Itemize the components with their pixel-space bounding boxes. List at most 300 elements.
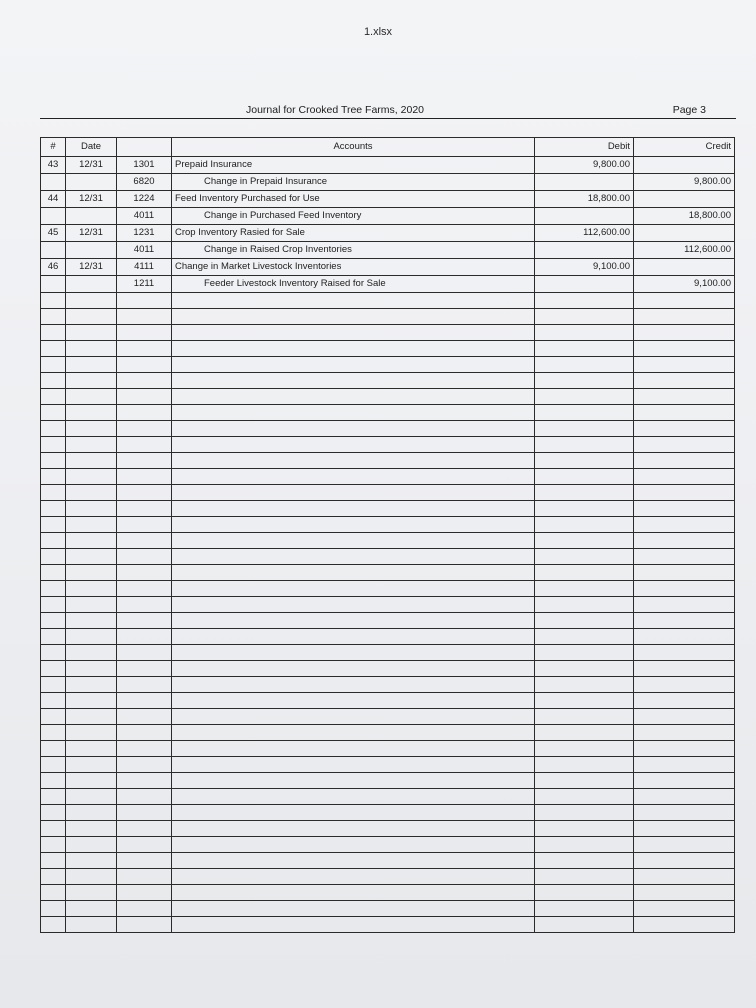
- empty-ledger-row: [41, 661, 735, 677]
- credit-amount: [634, 309, 735, 325]
- account-description: [172, 853, 535, 869]
- table-row: [41, 225, 735, 242]
- entry-date: [66, 661, 117, 677]
- entry-number: [41, 437, 66, 453]
- credit-amount: [634, 661, 735, 677]
- entry-number: [41, 629, 66, 645]
- entry-number: [41, 597, 66, 613]
- account-number: [117, 309, 172, 325]
- debit-amount: [535, 709, 634, 725]
- account-number: [117, 437, 172, 453]
- account-number: [117, 901, 172, 917]
- account-description: Prepaid Insurance: [172, 157, 535, 174]
- empty-ledger-row: [41, 853, 735, 869]
- credit-amount: [634, 581, 735, 597]
- credit-amount: [634, 741, 735, 757]
- entry-number: [41, 773, 66, 789]
- entry-number: 46: [41, 259, 66, 276]
- credit-amount: [634, 469, 735, 485]
- credit-amount: [634, 613, 735, 629]
- account-description: [172, 693, 535, 709]
- debit-amount: [535, 341, 634, 357]
- account-description: Feed Inventory Purchased for Use: [172, 191, 535, 208]
- account-description: Feeder Livestock Inventory Raised for Sale: [172, 276, 535, 293]
- debit-amount: [535, 437, 634, 453]
- account-number: [117, 853, 172, 869]
- entry-number: [41, 709, 66, 725]
- entry-number: [41, 501, 66, 517]
- credit-amount: [634, 259, 735, 276]
- account-description: [172, 341, 535, 357]
- debit-amount: [535, 549, 634, 565]
- account-description: [172, 357, 535, 373]
- account-description: [172, 821, 535, 837]
- account-description: [172, 469, 535, 485]
- account-description: [172, 885, 535, 901]
- empty-ledger-row: [41, 597, 735, 613]
- entry-number: [41, 533, 66, 549]
- entry-number: [41, 805, 66, 821]
- debit-amount: [535, 693, 634, 709]
- credit-amount: [634, 837, 735, 853]
- entry-number: [41, 325, 66, 341]
- empty-ledger-row: [41, 805, 735, 821]
- debit-amount: 18,800.00: [535, 191, 634, 208]
- debit-amount: [535, 293, 634, 309]
- page-number: Page 3: [672, 104, 706, 116]
- empty-ledger-row: [41, 453, 735, 469]
- credit-amount: 18,800.00: [634, 208, 735, 225]
- debit-amount: [535, 837, 634, 853]
- account-description: [172, 389, 535, 405]
- credit-amount: [634, 597, 735, 613]
- entry-date: [66, 597, 117, 613]
- entry-number: [41, 725, 66, 741]
- credit-amount: [634, 901, 735, 917]
- account-number: [117, 885, 172, 901]
- account-description: [172, 437, 535, 453]
- credit-amount: [634, 565, 735, 581]
- entry-date: 12/31: [66, 191, 117, 208]
- account-description: [172, 741, 535, 757]
- account-description: [172, 901, 535, 917]
- debit-amount: [535, 661, 634, 677]
- entry-number: [41, 276, 66, 293]
- empty-ledger-row: [41, 757, 735, 773]
- debit-amount: [535, 789, 634, 805]
- entry-date: [66, 821, 117, 837]
- account-number: [117, 581, 172, 597]
- entry-number: [41, 837, 66, 853]
- entry-date: [66, 853, 117, 869]
- table-row: [41, 276, 735, 293]
- entry-date: [66, 645, 117, 661]
- credit-amount: [634, 453, 735, 469]
- entry-date: 12/31: [66, 259, 117, 276]
- account-description: [172, 597, 535, 613]
- credit-amount: 9,800.00: [634, 174, 735, 191]
- credit-amount: [634, 373, 735, 389]
- account-description: [172, 837, 535, 853]
- debit-amount: 9,100.00: [535, 259, 634, 276]
- account-number: [117, 357, 172, 373]
- account-number: [117, 293, 172, 309]
- journal-ledger: [40, 137, 732, 933]
- empty-ledger-row: [41, 821, 735, 837]
- entry-date: [66, 869, 117, 885]
- credit-amount: [634, 341, 735, 357]
- entry-date: [66, 469, 117, 485]
- entry-number: [41, 293, 66, 309]
- entry-number: [41, 581, 66, 597]
- credit-amount: [634, 805, 735, 821]
- journal-table: [40, 137, 735, 933]
- entry-number: [41, 405, 66, 421]
- empty-ledger-row: [41, 341, 735, 357]
- debit-amount: [535, 597, 634, 613]
- debit-amount: [535, 565, 634, 581]
- account-number: [117, 869, 172, 885]
- credit-amount: 9,100.00: [634, 276, 735, 293]
- credit-amount: [634, 725, 735, 741]
- empty-ledger-row: [41, 405, 735, 421]
- header-date: Date: [66, 138, 117, 157]
- empty-ledger-row: [41, 917, 735, 933]
- entry-date: [66, 325, 117, 341]
- debit-amount: [535, 389, 634, 405]
- empty-ledger-row: [41, 645, 735, 661]
- entry-date: [66, 581, 117, 597]
- account-description: [172, 293, 535, 309]
- account-description: [172, 549, 535, 565]
- entry-number: [41, 469, 66, 485]
- debit-amount: [535, 174, 634, 191]
- empty-ledger-row: [41, 309, 735, 325]
- account-number: 4011: [117, 208, 172, 225]
- debit-amount: [535, 242, 634, 259]
- debit-amount: [535, 677, 634, 693]
- debit-amount: [535, 853, 634, 869]
- entry-date: [66, 485, 117, 501]
- entry-number: 43: [41, 157, 66, 174]
- credit-amount: [634, 773, 735, 789]
- entry-date: [66, 357, 117, 373]
- account-number: [117, 549, 172, 565]
- entry-number: [41, 677, 66, 693]
- account-number: [117, 757, 172, 773]
- table-row: [41, 191, 735, 208]
- entry-number: [41, 901, 66, 917]
- empty-ledger-row: [41, 741, 735, 757]
- credit-amount: [634, 293, 735, 309]
- entry-number: [41, 309, 66, 325]
- account-number: [117, 837, 172, 853]
- entry-number: [41, 208, 66, 225]
- account-description: [172, 789, 535, 805]
- empty-ledger-row: [41, 293, 735, 309]
- entry-number: [41, 917, 66, 933]
- entry-date: [66, 405, 117, 421]
- entry-number: [41, 741, 66, 757]
- empty-ledger-row: [41, 677, 735, 693]
- header-account-number: [117, 138, 172, 157]
- empty-ledger-row: [41, 581, 735, 597]
- credit-amount: [634, 645, 735, 661]
- credit-amount: [634, 917, 735, 933]
- entry-date: [66, 549, 117, 565]
- account-number: [117, 341, 172, 357]
- account-number: [117, 645, 172, 661]
- account-description: Crop Inventory Rasied for Sale: [172, 225, 535, 242]
- entry-date: [66, 389, 117, 405]
- account-number: [117, 533, 172, 549]
- entry-number: [41, 453, 66, 469]
- credit-amount: [634, 677, 735, 693]
- entry-number: [41, 757, 66, 773]
- credit-amount: [634, 517, 735, 533]
- entry-date: [66, 693, 117, 709]
- entry-date: 12/31: [66, 157, 117, 174]
- account-number: [117, 917, 172, 933]
- credit-amount: [634, 533, 735, 549]
- account-number: [117, 789, 172, 805]
- account-number: 1301: [117, 157, 172, 174]
- empty-ledger-row: [41, 485, 735, 501]
- entry-date: [66, 517, 117, 533]
- entry-number: [41, 789, 66, 805]
- entry-number: [41, 389, 66, 405]
- account-description: [172, 725, 535, 741]
- entry-number: [41, 174, 66, 191]
- account-description: Change in Prepaid Insurance: [172, 174, 535, 191]
- empty-ledger-row: [41, 629, 735, 645]
- debit-amount: [535, 405, 634, 421]
- entry-number: [41, 242, 66, 259]
- empty-ledger-row: [41, 869, 735, 885]
- account-number: [117, 821, 172, 837]
- credit-amount: [634, 225, 735, 242]
- credit-amount: [634, 853, 735, 869]
- credit-amount: [634, 357, 735, 373]
- account-number: [117, 325, 172, 341]
- debit-amount: [535, 901, 634, 917]
- entry-date: [66, 709, 117, 725]
- entry-date: [66, 613, 117, 629]
- account-description: [172, 453, 535, 469]
- account-description: [172, 677, 535, 693]
- empty-ledger-row: [41, 709, 735, 725]
- empty-ledger-row: [41, 885, 735, 901]
- account-description: [172, 917, 535, 933]
- header-row: [41, 138, 735, 157]
- empty-ledger-row: [41, 437, 735, 453]
- debit-amount: [535, 309, 634, 325]
- debit-amount: [535, 885, 634, 901]
- debit-amount: 112,600.00: [535, 225, 634, 242]
- entry-date: [66, 885, 117, 901]
- debit-amount: [535, 276, 634, 293]
- debit-amount: [535, 821, 634, 837]
- debit-amount: [535, 325, 634, 341]
- empty-ledger-row: [41, 421, 735, 437]
- credit-amount: [634, 885, 735, 901]
- empty-ledger-row: [41, 357, 735, 373]
- entry-number: [41, 485, 66, 501]
- empty-ledger-row: [41, 501, 735, 517]
- file-name: 1.xlsx: [363, 26, 393, 38]
- entry-date: [66, 565, 117, 581]
- entry-date: [66, 208, 117, 225]
- entry-date: [66, 901, 117, 917]
- entry-date: [66, 309, 117, 325]
- empty-ledger-row: [41, 389, 735, 405]
- credit-amount: 112,600.00: [634, 242, 735, 259]
- entry-date: [66, 373, 117, 389]
- debit-amount: [535, 469, 634, 485]
- account-description: Change in Raised Crop Inventories: [172, 242, 535, 259]
- account-number: [117, 725, 172, 741]
- entry-date: [66, 501, 117, 517]
- credit-amount: [634, 757, 735, 773]
- debit-amount: [535, 208, 634, 225]
- table-row: [41, 242, 735, 259]
- credit-amount: [634, 157, 735, 174]
- entry-date: [66, 773, 117, 789]
- entry-date: [66, 837, 117, 853]
- entry-number: [41, 853, 66, 869]
- table-row: [41, 208, 735, 225]
- entry-date: [66, 629, 117, 645]
- empty-ledger-row: [41, 565, 735, 581]
- debit-amount: [535, 533, 634, 549]
- account-number: 4011: [117, 242, 172, 259]
- empty-ledger-row: [41, 837, 735, 853]
- account-number: [117, 613, 172, 629]
- debit-amount: [535, 517, 634, 533]
- debit-amount: [535, 725, 634, 741]
- header-accounts: Accounts: [172, 138, 535, 157]
- debit-amount: [535, 421, 634, 437]
- account-description: Change in Purchased Feed Inventory: [172, 208, 535, 225]
- account-description: [172, 501, 535, 517]
- entry-date: [66, 453, 117, 469]
- account-description: [172, 565, 535, 581]
- empty-ledger-row: [41, 901, 735, 917]
- credit-amount: [634, 389, 735, 405]
- journal-title: Journal for Crooked Tree Farms, 2020: [246, 104, 424, 116]
- debit-amount: [535, 357, 634, 373]
- header-debit: Debit: [535, 138, 634, 157]
- entry-number: [41, 613, 66, 629]
- empty-ledger-row: [41, 373, 735, 389]
- account-number: [117, 501, 172, 517]
- entry-number: [41, 549, 66, 565]
- account-number: [117, 693, 172, 709]
- table-row: [41, 174, 735, 191]
- entry-date: [66, 805, 117, 821]
- credit-amount: [634, 869, 735, 885]
- entry-date: 12/31: [66, 225, 117, 242]
- empty-ledger-row: [41, 789, 735, 805]
- account-number: [117, 517, 172, 533]
- account-description: [172, 485, 535, 501]
- account-description: [172, 757, 535, 773]
- entry-number: [41, 645, 66, 661]
- debit-amount: [535, 757, 634, 773]
- credit-amount: [634, 709, 735, 725]
- entry-date: [66, 917, 117, 933]
- debit-amount: [535, 645, 634, 661]
- debit-amount: [535, 501, 634, 517]
- account-number: [117, 709, 172, 725]
- account-number: [117, 805, 172, 821]
- account-description: [172, 773, 535, 789]
- credit-amount: [634, 693, 735, 709]
- title-rule: [40, 118, 736, 119]
- credit-amount: [634, 485, 735, 501]
- account-description: [172, 405, 535, 421]
- empty-ledger-row: [41, 325, 735, 341]
- account-number: [117, 485, 172, 501]
- credit-amount: [634, 405, 735, 421]
- empty-ledger-row: [41, 725, 735, 741]
- entry-date: [66, 276, 117, 293]
- account-description: [172, 309, 535, 325]
- empty-ledger-row: [41, 773, 735, 789]
- entry-date: [66, 174, 117, 191]
- entry-number: [41, 421, 66, 437]
- header-number: #: [41, 138, 66, 157]
- entry-number: [41, 517, 66, 533]
- account-description: [172, 805, 535, 821]
- account-number: 4111: [117, 259, 172, 276]
- debit-amount: [535, 581, 634, 597]
- debit-amount: [535, 485, 634, 501]
- credit-amount: [634, 421, 735, 437]
- credit-amount: [634, 629, 735, 645]
- entry-number: 45: [41, 225, 66, 242]
- entry-number: [41, 357, 66, 373]
- account-number: [117, 597, 172, 613]
- account-description: Change in Market Livestock Inventories: [172, 259, 535, 276]
- entry-date: [66, 341, 117, 357]
- header-credit: Credit: [634, 138, 735, 157]
- entry-number: [41, 693, 66, 709]
- empty-ledger-row: [41, 613, 735, 629]
- empty-ledger-row: [41, 533, 735, 549]
- account-description: [172, 421, 535, 437]
- account-number: 1231: [117, 225, 172, 242]
- entry-number: [41, 565, 66, 581]
- account-number: 1224: [117, 191, 172, 208]
- entry-number: [41, 885, 66, 901]
- debit-amount: 9,800.00: [535, 157, 634, 174]
- account-description: [172, 629, 535, 645]
- account-number: [117, 677, 172, 693]
- account-number: [117, 405, 172, 421]
- account-description: [172, 533, 535, 549]
- entry-number: [41, 869, 66, 885]
- entry-date: [66, 757, 117, 773]
- credit-amount: [634, 549, 735, 565]
- account-description: [172, 373, 535, 389]
- account-description: [172, 869, 535, 885]
- account-number: [117, 469, 172, 485]
- account-number: [117, 453, 172, 469]
- entry-number: [41, 661, 66, 677]
- entry-date: [66, 242, 117, 259]
- account-number: [117, 565, 172, 581]
